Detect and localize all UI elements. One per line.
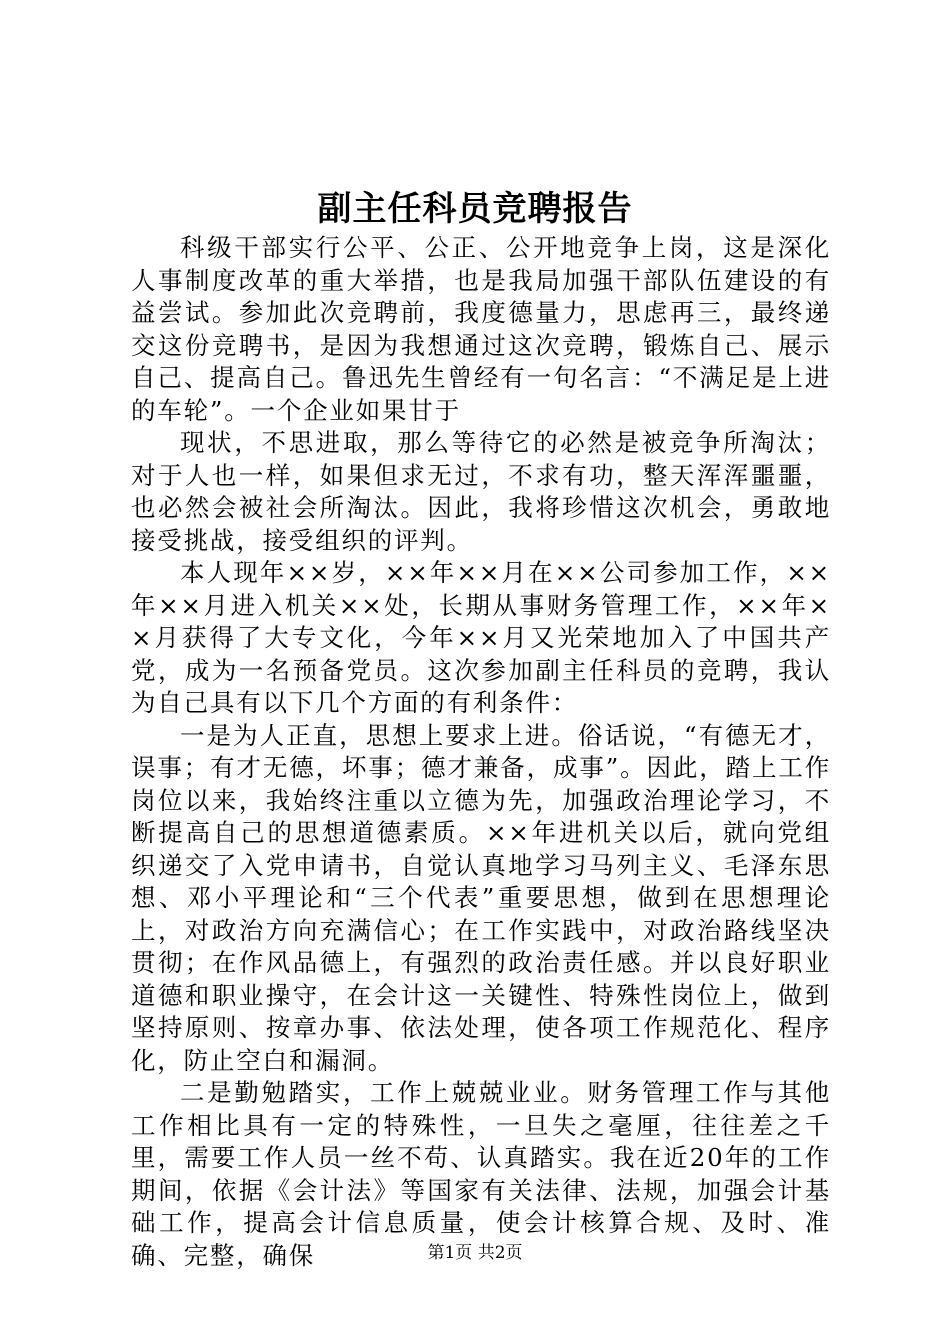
document-title: 副主任科员竞聘报告 <box>317 189 633 229</box>
paragraph-4: 一是为人正直，思想上要求上进。俗话说，“有德无才，误事；有才无德，坏事；德才兼备，成事”。因此，踏上工作岗位以来，我始终注重以立德为先，加强政治理论学习，不断提高自己的思想道德素质。××年进机关以后，就向党组织递交了入党申请书，自觉认真地学习马列主义、毛泽东思想、邓小平理论和“三个代表”重要思想，做到在思想理论上，对政治方向充满信心；在工作实践中，对政治路线坚决贯彻；在作风品德上，有强烈的政治责任感。并以良好职业道德和职业操守，在会计这一关键性、特殊性岗位上，做到坚持原则、按章办事、依法处理，使各项工作规范化、程序化，防止空白和漏洞。 <box>131 720 831 1075</box>
document-body <box>131 232 831 1272</box>
paragraph-5: 二是勤勉踏实，工作上兢兢业业。财务管理工作与其他工作相比具有一定的特殊性，一旦失之毫厘，往往差之千里，需要工作人员一丝不苟、认真踏实。我在近20年的工作期间，依据《会计法》等国家有关法律、法规，加强会计基础工作，提高会计信息质量，使会计核算合规、及时、准确、完整，确保 <box>131 1078 831 1270</box>
paragraph-3: 本人现年××岁，××年××月在××公司参加工作，××年××月进入机关××处，长期从事财务管理工作，××年××月获得了大专文化，今年××月又光荣地加入了中国共产党，成为一名预备党员。这次参加副主任科员的竞聘，我认为自己具有以下几个方面的有利条件： <box>131 558 831 717</box>
paragraph-2: 现状，不思进取，那么等待它的必然是被竞争所淘汰；对于人也一样，如果但求无过，不求有功，整天浑浑噩噩，也必然会被社会所淘汰。因此，我将珍惜这次机会，勇敢地接受挑战，接受组织的评判。 <box>131 428 831 555</box>
page-footer: 第1页 共2页 <box>427 1243 523 1263</box>
paragraph-1: 科级干部实行公平、公正、公开地竞争上岗，这是深化人事制度改革的重大举措，也是我局加强干部队伍建设的有益尝试。参加此次竞聘前，我度德量力，思虑再三，最终递交这份竞聘书，是因为我想通过这次竞聘，锻炼自己、展示自己、提高自己。鲁迅先生曾经有一句名言：“不满足是上进的车轮”。一个企业如果甘于 <box>131 233 831 425</box>
